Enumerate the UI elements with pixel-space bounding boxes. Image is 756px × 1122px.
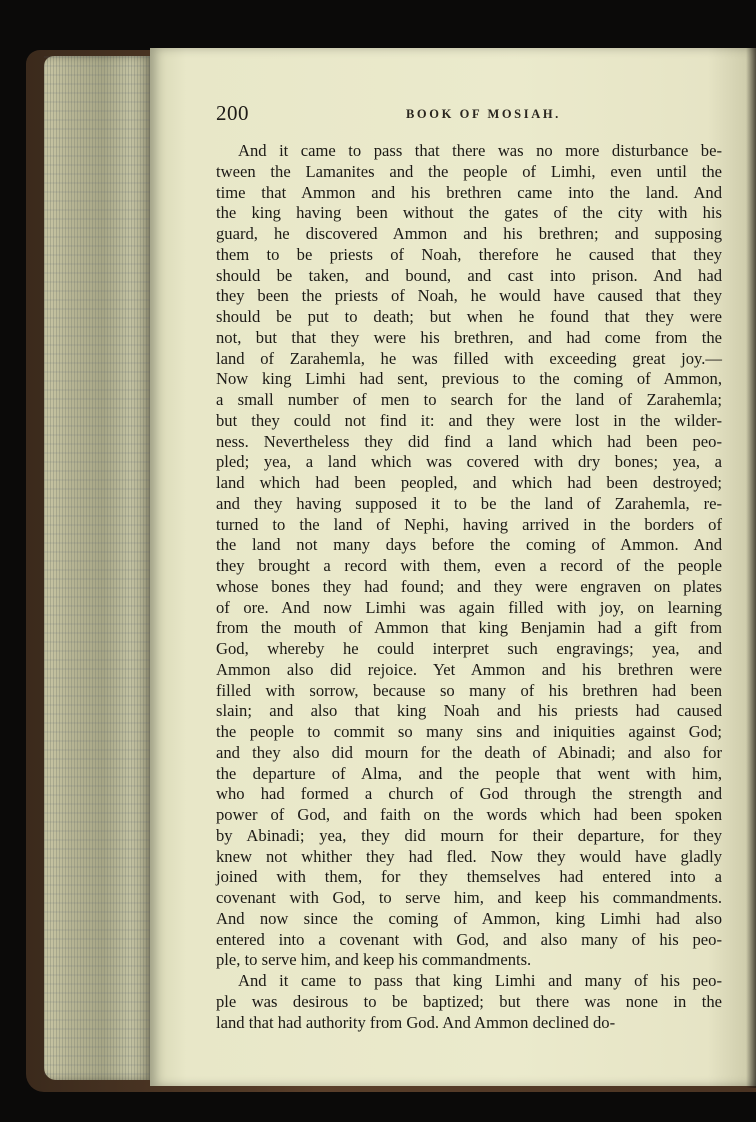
page-number: 200 [216,101,249,125]
text-line: land that had authority from God. And Ammon declined do- [216,1012,616,1032]
text-line: they been the priests of Noah, he would have caused that they [216,286,722,306]
text-line: ple, to serve him, and keep his commandments. [216,950,532,970]
page-gutter-shadow [746,48,756,1088]
text-line: power of God, and faith on the words which had been spoken [216,805,722,824]
paragraph [216,141,722,971]
text-line: knew not whither they had fled. Now they would have gladly [216,846,722,866]
text-line: ple was desirous to be baptized; but there was none in the [216,991,722,1011]
text-line: land of Zarahemla, he was filled with exceeding great joy.— [216,348,722,368]
text-line: not, but that they were his brethren, and had come from the [216,327,722,347]
text-line: who had formed a church of God through the strength and [216,784,722,804]
text-line: the departure of Alma, and the people that went with him, [216,763,722,783]
text-line: entered into a covenant with God, and also many of his peo- [216,929,722,949]
text-line: ness. Nevertheless they did find a land which had been peo- [216,431,722,451]
text-line: the king having been without the gates of the city with his [216,203,722,223]
text-line: Ammon also did rejoice. Yet Ammon and his brethren were [216,659,722,679]
page-block-edge [44,56,152,1080]
text-line: land which had been peopled, and which had been destroyed; [216,473,722,492]
text-line: should be taken, and bound, and cast into prison. And had [216,265,722,285]
text-line: from the mouth of Ammon that king Benjamin had a gift from [216,618,722,638]
text-line: time that Ammon and his brethren came into the land. And [216,182,722,202]
text-line: of ore. And now Limhi was again filled with joy, on learning [216,597,722,617]
text-line: by Abinadi; yea, they did mourn for their departure, for they [216,825,722,845]
text-line: tween the Lamanites and the people of Limhi, even until the [216,161,722,181]
text-line: turned to the land of Nephi, having arrived in the borders of [216,514,722,534]
text-line: Now king Limhi had sent, previous to the coming of Ammon, [216,369,722,389]
text-line: the people to commit so many sins and iniquities against God; [216,722,722,741]
text-line: pled; yea, a land which was covered with dry bones; yea, a [216,452,722,472]
text-line: and they also did mourn for the death of Abinadi; and also for [216,742,722,762]
text-line: God, whereby he could interpret such engravings; yea, and [216,639,722,658]
running-head: BOOK OF MOSIAH. [406,107,561,121]
page-header [216,101,718,129]
text-line: they brought a record with them, even a record of the people [216,556,722,575]
paragraph [216,971,722,1033]
text-line: them to be priests of Noah, therefore he caused that they [216,244,722,264]
text-line: covenant with God, to serve him, and keep his commandments. [216,888,722,907]
text-line: And it came to pass that king Limhi and many of his peo- [238,971,722,990]
text-line: And now since the coming of Ammon, king Limhi had also [216,908,722,928]
text-line: guard, he discovered Ammon and his brethren; and supposing [216,224,722,243]
text-line: and they having supposed it to be the land of Zarahemla, re- [216,493,722,513]
text-line: filled with sorrow, because so many of his brethren had been [216,680,722,700]
text-line: And it came to pass that there was no more disturbance be- [238,141,722,160]
text-line: should be put to death; but when he found that they were [216,307,722,326]
text-line: a small number of men to search for the land of Zarahemla; [216,390,722,409]
body-text [216,141,722,1033]
text-line: slain; and also that king Noah and his priests had caused [216,701,722,721]
text-line: but they could not find it: and they were lost in the wilder- [216,410,722,430]
text-line: the land not many days before the coming of Ammon. And [216,535,722,555]
text-line: joined with them, for they themselves had entered into a [216,867,722,887]
text-line: whose bones they had found; and they were engraven on plates [216,576,722,596]
